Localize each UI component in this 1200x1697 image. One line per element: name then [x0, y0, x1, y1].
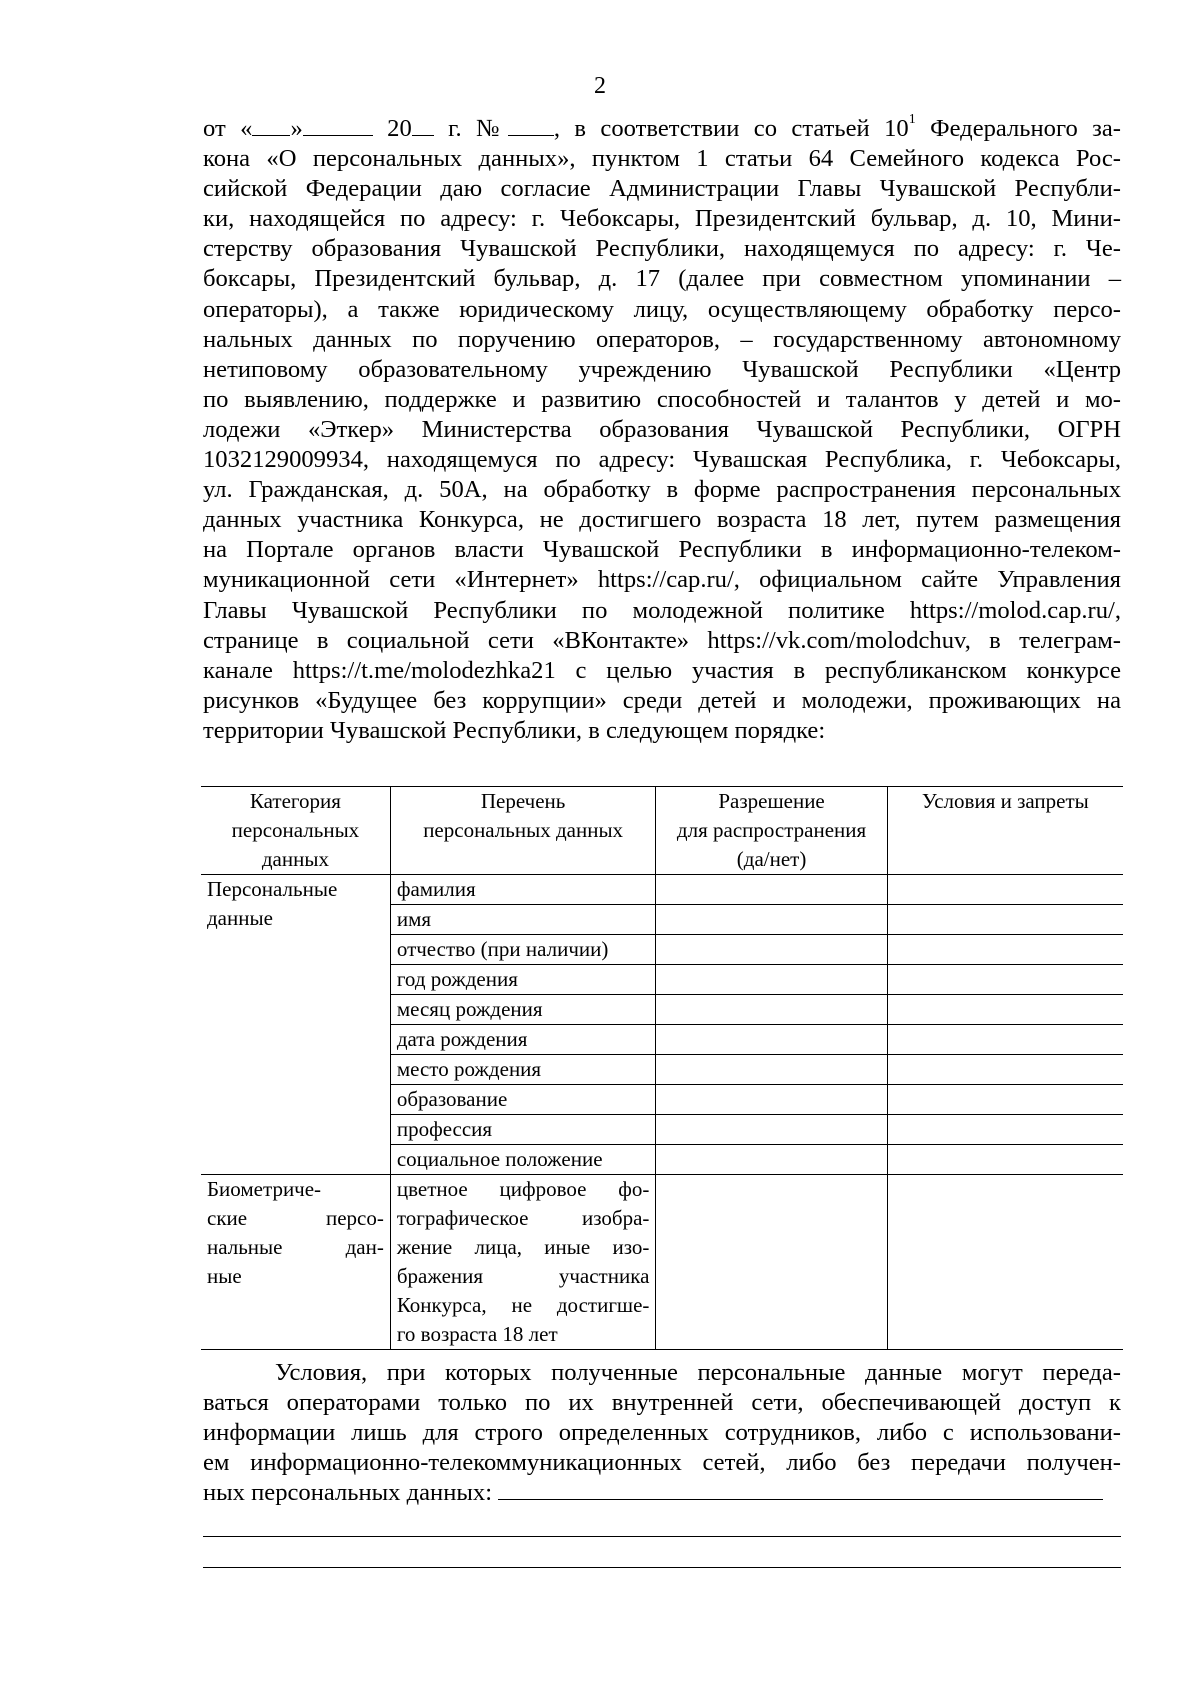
paragraph-line: от « » 20 г. № , в соответствии со статьей $10^1$ Федерального за- [203, 111, 1121, 142]
paragraph-line: 1032129009934, находящемуся по адресу: Чувашская Республика, г. Чебоксары, [203, 446, 1121, 474]
item-line: цветное цифровое фо- [396, 1177, 650, 1201]
header-line: персональных [231, 818, 360, 842]
category-personal [201, 875, 390, 1175]
permission-cell[interactable] [656, 1085, 887, 1115]
permission-cell[interactable] [656, 1145, 887, 1175]
category-line: данные [207, 906, 273, 930]
conditions-cell[interactable] [887, 1025, 1123, 1055]
category-line: Персональные [207, 877, 338, 901]
date-month-blank[interactable] [303, 115, 373, 136]
data-item: год рождения [390, 965, 656, 995]
category-line: нальные дан- [207, 1235, 384, 1259]
paragraph-line: ных персональных данных: [203, 1478, 1121, 1508]
table-row [201, 875, 1123, 905]
data-item: место рождения [390, 1055, 656, 1085]
conditions-cell[interactable] [887, 1145, 1123, 1175]
conditions-cell[interactable] [887, 995, 1123, 1025]
header-category [201, 787, 390, 875]
conditions-cell[interactable] [887, 935, 1123, 965]
conditions-cell[interactable] [887, 965, 1123, 995]
document-number-blank[interactable] [508, 115, 554, 136]
permission-cell[interactable] [656, 995, 887, 1025]
data-item: месяц рождения [390, 995, 656, 1025]
header-list [390, 787, 656, 875]
data-item: дата рождения [390, 1025, 656, 1055]
data-item: фамилия [390, 875, 656, 905]
paragraph-line: Условия, при которых полученные персональные данные могут переда- [275, 1359, 1121, 1386]
conditions-cell[interactable] [887, 1085, 1123, 1115]
category-line: ные [207, 1264, 242, 1288]
paragraph-line: канале https://t.me/molodezhka21 с целью участия в республиканском конкурсе [203, 656, 1121, 684]
header-line: для распространения [676, 818, 867, 842]
paragraph-line: по выявлению, поддержке и развитию способностей и талантов у детей и мо- [203, 385, 1121, 413]
paragraph-line: ки, находящейся по адресу: г. Чебоксары, Президентский бульвар, д. 10, Мини- [203, 205, 1121, 233]
category-biometric [201, 1175, 390, 1350]
conditions-cell[interactable] [887, 905, 1123, 935]
header-conditions [887, 787, 1123, 875]
paragraph-line: информации лишь для строго определенных сотрудников, либо с использовани- [203, 1419, 1121, 1447]
data-item: профессия [390, 1115, 656, 1145]
conditions-paragraph [203, 1358, 1121, 1508]
header-line: (да/нет) [736, 847, 807, 871]
header-line: Разрешение [718, 789, 825, 813]
permission-cell[interactable] [656, 1175, 887, 1350]
table-row [201, 1175, 1123, 1350]
category-line: ские персо- [207, 1206, 384, 1230]
conditions-cell[interactable] [887, 875, 1123, 905]
paragraph-line: сийской Федерации даю согласие Администрации Главы Чувашской Республи- [203, 175, 1121, 203]
paragraph-line: данных участника Конкурса, не достигшего возраста 18 лет, путем размещения [203, 506, 1121, 534]
paragraph-line: кона «О персональных данных», пунктом 1 статьи 64 Семейного кодекса Рос- [203, 145, 1121, 173]
item-line: го возраста 18 лет [396, 1322, 558, 1346]
item-line: Конкурса, не достигше- [396, 1293, 650, 1317]
conditions-cell[interactable] [887, 1055, 1123, 1085]
personal-data-table [201, 786, 1123, 1350]
permission-cell[interactable] [656, 1055, 887, 1085]
answer-line-2[interactable] [203, 1536, 1121, 1537]
header-line: персональных данных [423, 818, 624, 842]
page-number: 2 [594, 73, 606, 99]
paragraph-line: муникационной сети «Интернет» https://cap.ru/, официальном сайте Управления [203, 566, 1121, 594]
permission-cell[interactable] [656, 965, 887, 995]
permission-cell[interactable] [656, 875, 887, 905]
paragraph-line: нетиповому образовательному учреждению Чувашской Республики «Центр [203, 355, 1121, 383]
consent-paragraph [203, 111, 1121, 746]
data-item: образование [390, 1085, 656, 1115]
category-line: Биометриче- [207, 1177, 322, 1201]
date-day-blank[interactable] [252, 115, 290, 136]
table-header-row [201, 787, 1123, 875]
item-line: тографическое изобра- [396, 1206, 650, 1230]
item-line: жение лица, иные изо- [396, 1235, 650, 1259]
permission-cell[interactable] [656, 935, 887, 965]
paragraph-line: территории Чувашской Республики, в следующем порядке: [203, 716, 826, 744]
header-line: Условия и запреты [921, 789, 1089, 813]
paragraph-line: рисунков «Будущее без коррупции» среди детей и молодежи, проживающих на [203, 686, 1121, 714]
paragraph-line: на Портале органов власти Чувашской Республики в информационно-телеком- [203, 536, 1121, 564]
item-line: бражения участника [396, 1264, 650, 1288]
date-year-blank[interactable] [412, 115, 434, 136]
article-superscript: 1 [908, 111, 916, 127]
data-item: социальное положение [390, 1145, 656, 1175]
header-permission [656, 787, 887, 875]
permission-cell[interactable] [656, 1025, 887, 1055]
paragraph-line: странице в социальной сети «ВКонтакте» https://vk.com/molodchuv, в телеграм- [203, 626, 1121, 654]
paragraph-line: стерству образования Чувашской Республики, находящемуся по адресу: г. Че- [203, 235, 1121, 263]
paragraph-line: ваться операторами только по их внутренней сети, обеспечивающей доступ к [203, 1389, 1121, 1417]
paragraph-line: лодежи «Эткер» Министерства образования Чувашской Республики, ОГРН [203, 415, 1121, 443]
conditions-cell[interactable] [887, 1175, 1123, 1350]
answer-line-3[interactable] [203, 1567, 1121, 1568]
paragraph-line: нальных данных по поручению операторов, – государственному автономному [203, 325, 1121, 353]
header-line: Перечень [480, 789, 566, 813]
data-item: отчество (при наличии) [390, 935, 656, 965]
data-item: имя [390, 905, 656, 935]
conditions-cell[interactable] [887, 1115, 1123, 1145]
paragraph-line: боксары, Президентский бульвар, д. 17 (далее при совместном упоминании – [203, 265, 1121, 293]
data-item-biometric [390, 1175, 656, 1350]
paragraph-line: ем информационно-телекоммуникационных сетей, либо без передачи получен- [203, 1449, 1121, 1477]
answer-line-1[interactable] [498, 1479, 1103, 1500]
permission-cell[interactable] [656, 1115, 887, 1145]
header-line: Категория [249, 789, 341, 813]
paragraph-line: Главы Чувашской Республики по молодежной политике https://molod.cap.ru/, [203, 596, 1121, 624]
paragraph-line: ул. Гражданская, д. 50А, на обработку в форме распространения персональных [203, 476, 1121, 504]
paragraph-line: операторы), а также юридическому лицу, осуществляющему обработку персо- [203, 295, 1121, 323]
header-line: данных [261, 847, 329, 871]
permission-cell[interactable] [656, 905, 887, 935]
